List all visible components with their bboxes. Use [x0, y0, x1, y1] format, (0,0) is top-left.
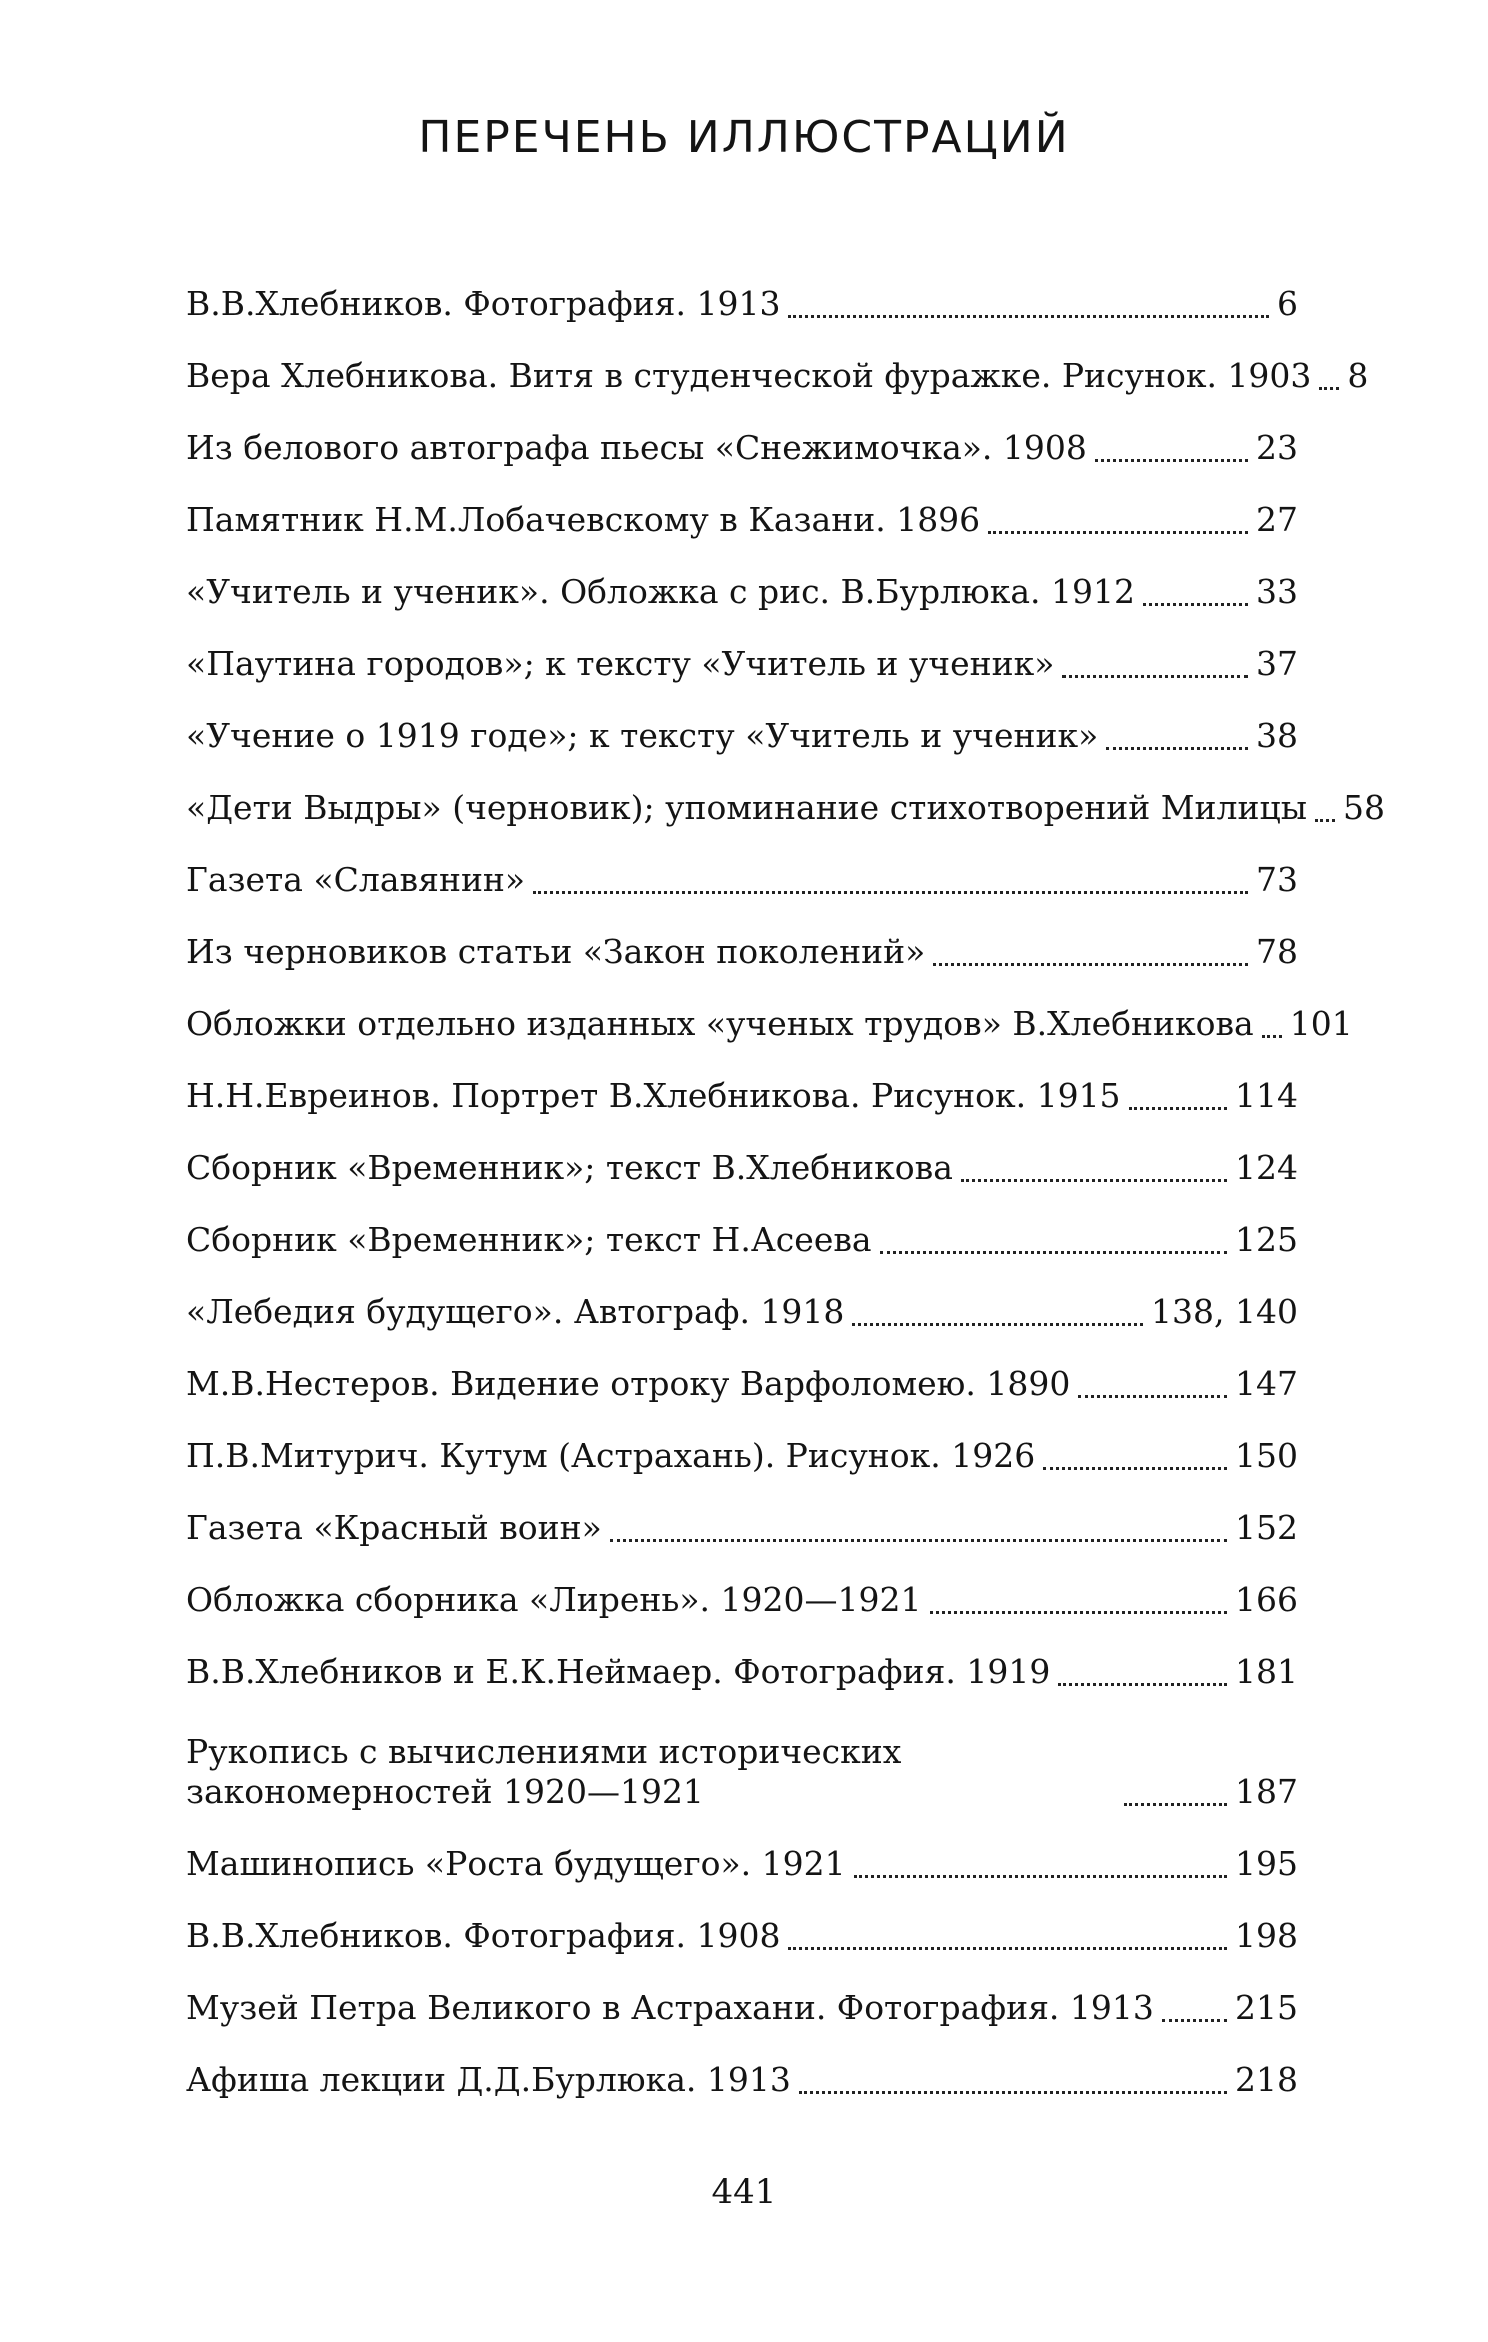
dot-leader [961, 1179, 1227, 1182]
dot-leader [1078, 1395, 1227, 1398]
dot-leader [880, 1251, 1227, 1254]
list-item [186, 1266, 1298, 1338]
list-item [186, 618, 1298, 690]
dot-leader [1062, 675, 1248, 678]
list-item [186, 1410, 1298, 1482]
page-title: ПЕРЕЧЕНЬ ИЛЛЮСТРАЦИЙ [418, 112, 1070, 163]
dot-leader [1143, 603, 1248, 606]
dot-leader [930, 1611, 1228, 1614]
entry-page: 8 [1347, 356, 1369, 395]
entry-title: «Лебедия будущего». Автограф. 1918 [186, 1292, 845, 1331]
dot-leader [1043, 1467, 1227, 1470]
list-item [186, 834, 1298, 906]
list-item [186, 762, 1385, 834]
dot-leader [933, 963, 1248, 966]
illustrations-list [186, 258, 1385, 2106]
entry-title: Сборник «Временник»; текст В.Хлебникова [186, 1148, 953, 1187]
entry-title: «Паутина городов»; к тексту «Учитель и ученик» [186, 644, 1055, 683]
dot-leader [854, 1875, 1227, 1878]
dot-leader [1162, 2019, 1227, 2022]
list-item [186, 2034, 1298, 2106]
entry-title: Афиша лекции Д.Д.Бурлюка. 1913 [186, 2060, 791, 2099]
entry-page: 150 [1235, 1436, 1298, 1475]
entry-page: 58 [1342, 788, 1385, 827]
entry-title: «Дети Выдры» (черновик); упоминание стихотворений Милицы [186, 788, 1307, 827]
entry-title: Рукопись с вычислениями исторических закономерностей 1920—1921 [186, 1732, 902, 1811]
entry-title: Музей Петра Великого в Астрахани. Фотография. 1913 [186, 1988, 1154, 2027]
entry-page: 124 [1235, 1148, 1298, 1187]
list-item [186, 546, 1298, 618]
entry-page: 73 [1256, 860, 1298, 899]
dot-leader [1315, 819, 1335, 822]
dot-leader [799, 2091, 1227, 2094]
list-item [186, 1194, 1298, 1266]
dot-leader [1095, 459, 1248, 462]
dot-leader [852, 1323, 1143, 1326]
list-item [186, 690, 1298, 762]
list-item [186, 1818, 1298, 1890]
entry-page: 6 [1277, 284, 1298, 323]
dot-leader [1058, 1683, 1227, 1686]
list-item [186, 330, 1369, 402]
entry-page: 38 [1256, 716, 1298, 755]
entry-title: Газета «Красный воин» [186, 1508, 602, 1547]
list-item [186, 906, 1298, 978]
list-item [186, 1890, 1298, 1962]
entry-page: 147 [1235, 1364, 1298, 1403]
entry-page: 166 [1235, 1580, 1298, 1619]
entry-page: 101 [1289, 1004, 1353, 1043]
dot-leader [1262, 1035, 1282, 1038]
entry-page: 198 [1235, 1916, 1298, 1955]
dot-leader [533, 891, 1248, 894]
entry-page: 27 [1256, 500, 1298, 539]
dot-leader [788, 1947, 1227, 1950]
entry-title: Обложки отдельно изданных «ученых трудов» В.Хлебникова [186, 1004, 1254, 1043]
entry-page: 218 [1235, 2060, 1298, 2099]
entry-title: П.В.Митурич. Кутум (Астрахань). Рисунок. 1926 [186, 1436, 1036, 1475]
entry-title: «Учитель и ученик». Обложка с рис. В.Бурлюка. 1912 [186, 572, 1136, 611]
entry-page: 215 [1235, 1988, 1298, 2027]
dot-leader [1124, 1803, 1227, 1806]
list-item [186, 1338, 1298, 1410]
entry-title: Обложка сборника «Лирень». 1920—1921 [186, 1580, 922, 1619]
list-item [186, 978, 1353, 1050]
list-item [186, 258, 1298, 330]
list-item [186, 1962, 1298, 2034]
entry-title: Из черновиков статьи «Закон поколений» [186, 932, 926, 971]
entry-page: 181 [1235, 1652, 1298, 1691]
entry-title: Вера Хлебникова. Витя в студенческой фуражке. Рисунок. 1903 [186, 356, 1312, 395]
list-item [186, 1554, 1298, 1626]
list-item [186, 402, 1298, 474]
dot-leader [1129, 1107, 1227, 1110]
dot-leader [1106, 747, 1248, 750]
entry-title: Машинопись «Роста будущего». 1921 [186, 1844, 846, 1883]
entry-page: 78 [1256, 932, 1298, 971]
entry-title: Из белового автографа пьесы «Снежимочка». 1908 [186, 428, 1087, 467]
entry-page: 187 [1235, 1772, 1298, 1811]
dot-leader [788, 315, 1269, 318]
list-item [186, 1626, 1298, 1698]
entry-title: М.В.Нестеров. Видение отроку Варфоломею. 1890 [186, 1364, 1071, 1403]
dot-leader [610, 1539, 1227, 1542]
list-item [186, 1050, 1298, 1122]
entry-page: 195 [1235, 1844, 1298, 1883]
dot-leader [1319, 387, 1339, 390]
entry-title: В.В.Хлебников. Фотография. 1908 [186, 1916, 781, 1955]
list-item [186, 1698, 1298, 1818]
entry-page: 138, 140 [1151, 1292, 1298, 1331]
entry-page: 152 [1235, 1508, 1298, 1547]
list-item [186, 1482, 1298, 1554]
entry-title: В.В.Хлебников и Е.К.Неймаер. Фотография. 1919 [186, 1652, 1051, 1691]
entry-title: Памятник Н.М.Лобачевскому в Казани. 1896 [186, 500, 981, 539]
entry-page: 114 [1235, 1076, 1298, 1115]
entry-title: «Учение о 1919 годе»; к тексту «Учитель и ученик» [186, 716, 1099, 755]
entry-title: Н.Н.Евреинов. Портрет В.Хлебникова. Рисунок. 1915 [186, 1076, 1121, 1115]
entry-page: 125 [1235, 1220, 1298, 1259]
entry-page: 33 [1256, 572, 1298, 611]
entry-title: В.В.Хлебников. Фотография. 1913 [186, 284, 781, 323]
list-item [186, 474, 1298, 546]
entry-title: Сборник «Временник»; текст Н.Асеева [186, 1220, 872, 1259]
list-item [186, 1122, 1298, 1194]
dot-leader [988, 531, 1248, 534]
entry-title: Газета «Славянин» [186, 860, 526, 899]
entry-page: 23 [1256, 428, 1298, 467]
entry-page: 37 [1256, 644, 1298, 683]
page-number: 441 [711, 2172, 777, 2212]
